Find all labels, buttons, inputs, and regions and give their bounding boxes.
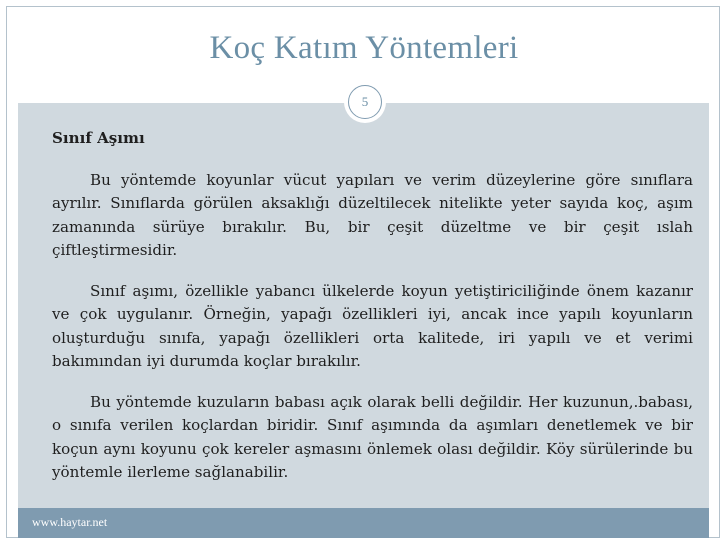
paragraph-1: Bu yöntemde koyunlar vücut yapıları ve verim düzeylerine göre sınıflara ayrılır. Sınıflarda görülen aksaklığı düzeltilecek nitelikte yeter sayıda koç, aşım zamanında sürüye bırakılır. Bu, bir çeşit düzeltme ve bir çeşit ıslah çiftleştirmesidir. [52, 170, 693, 259]
slide-title: Koç Katım Yöntemleri [209, 30, 519, 66]
slide-content [52, 127, 693, 502]
paragraph-2: Sınıf aşımı, özellikle yabancı ülkelerde koyun yetiştiriciliğinde önem kazanır ve çok uygulanır. Örneğin, yapağı özellikleri iyi, ancak ince yapılı koyunların oluşturduğu sınıfa, yapağı özellikleri orta kalitede, iri yapılı ve et verimi bakımından iyi durumda koçlar bırakılır. [52, 281, 693, 370]
page-number: 5 [348, 85, 382, 119]
section-heading: Sınıf Aşımı [52, 129, 145, 147]
footer-bar [18, 508, 709, 538]
footer-url: www.haytar.net [32, 515, 108, 529]
paragraph-3: Bu yöntemde kuzuların babası açık olarak belli değildir. Her kuzunun,.babası, o sınıfa verilen koçlardan biridir. Sınıf aşımında da aşımları denetlemek ve bir koçun aynı koyunu çok kereler aşmasını önlemek olası değildir. Köy sürülerinde bu yöntemle ilerleme sağlanabilir. [52, 392, 693, 481]
page-number-badge [344, 81, 386, 123]
